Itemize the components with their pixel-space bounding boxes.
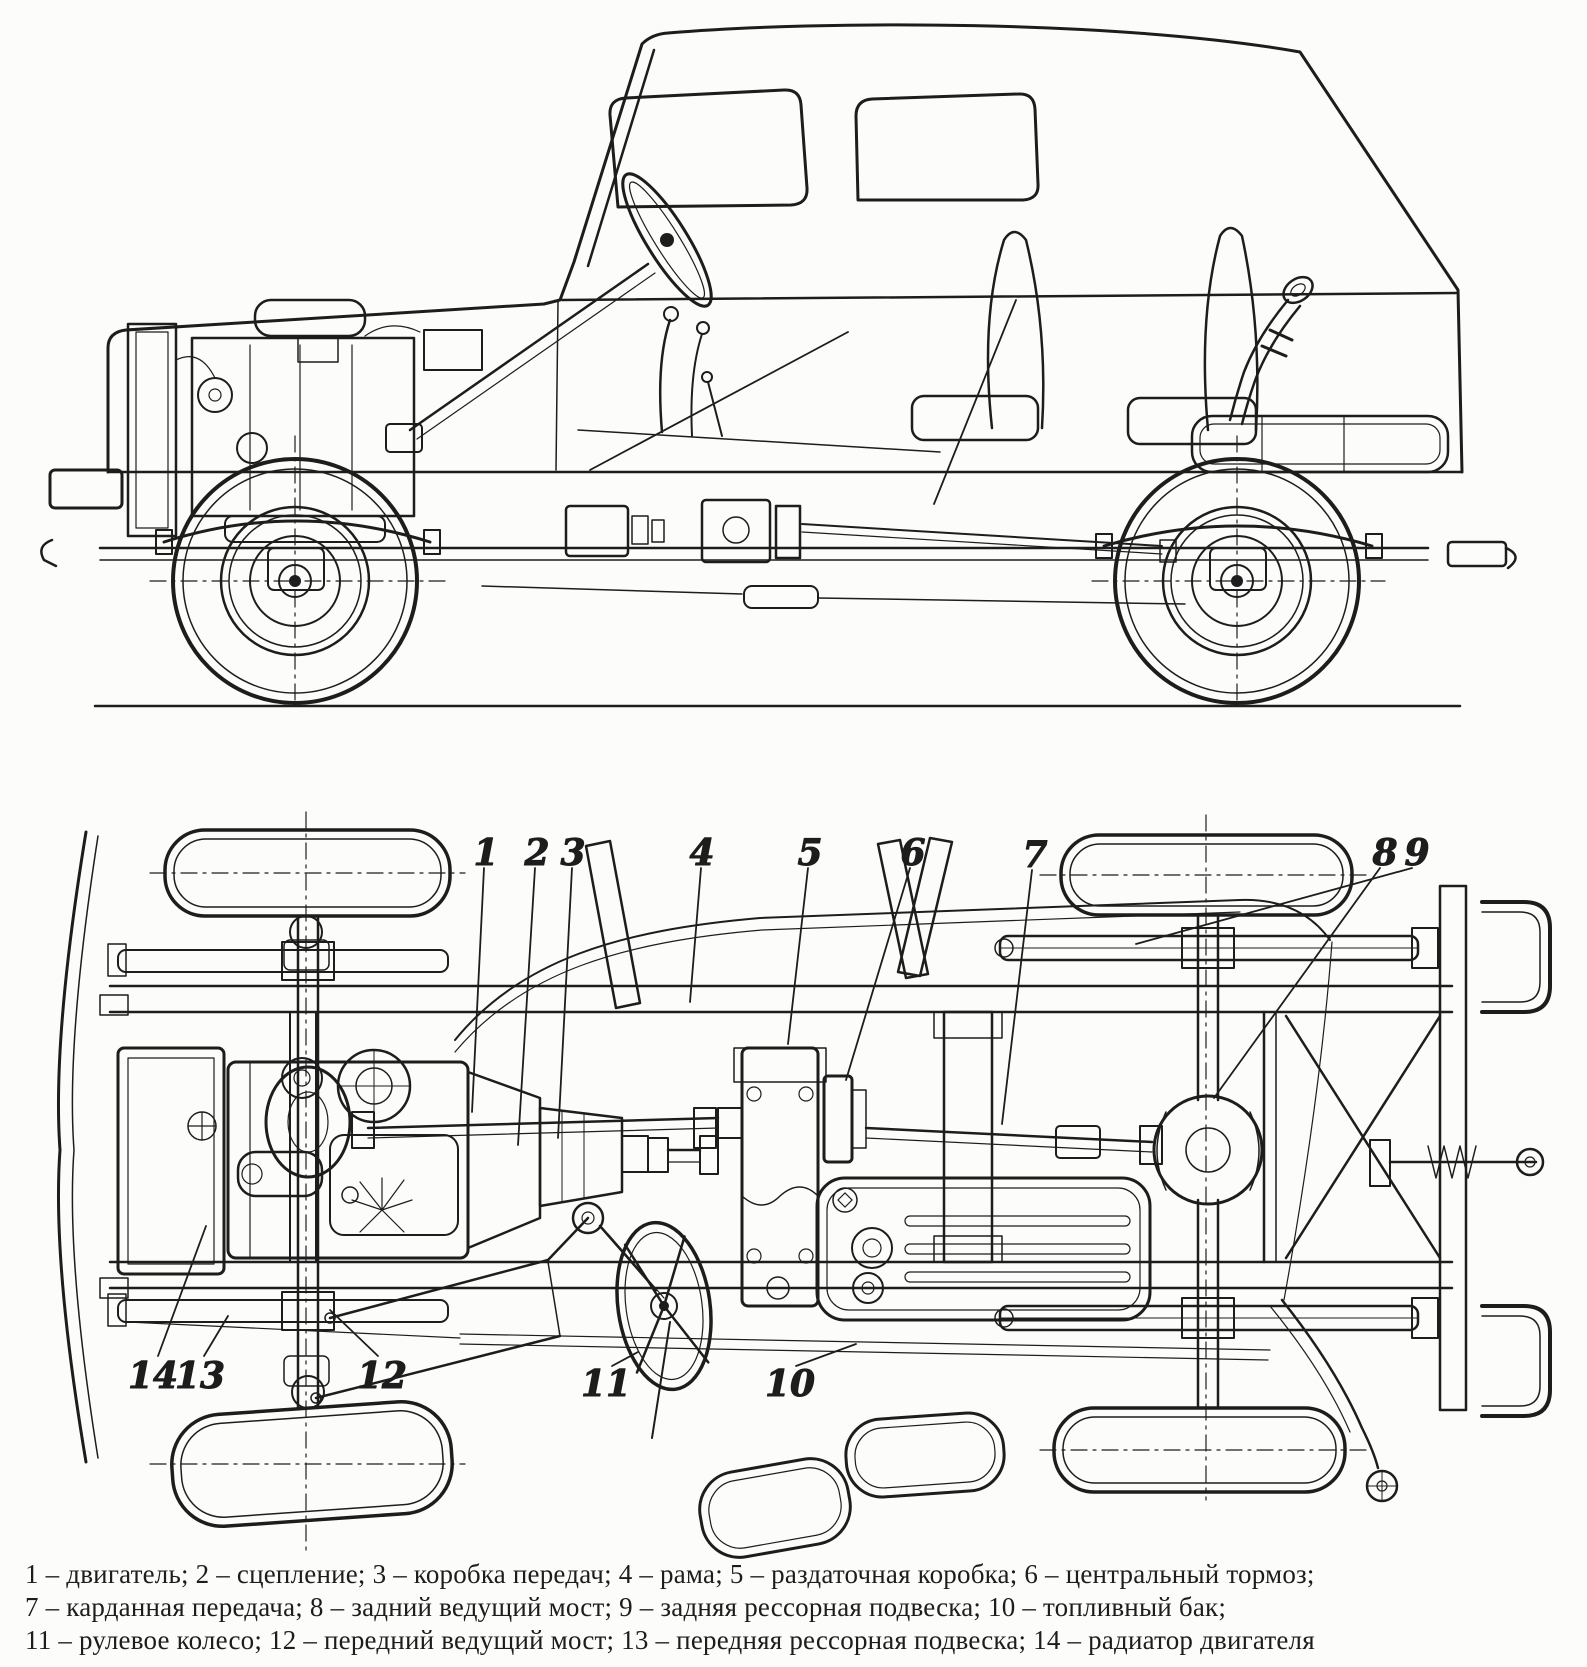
callout-5-number: 5 xyxy=(797,832,823,874)
callout-8-number: 8 xyxy=(1372,832,1398,874)
front-crossmember xyxy=(290,1012,316,1262)
legend-line-1: 1 – двигатель; 2 – сцепление; 3 – коробка передач; 4 – рама; 5 – раздаточная коробка; 6 – центральный тормоз; xyxy=(25,1559,1315,1589)
rear-bumperettes xyxy=(1482,902,1550,1416)
callout-13-number: 13 xyxy=(174,1355,226,1397)
front-bumper-side xyxy=(50,470,122,508)
radiator-bottom xyxy=(118,1048,224,1274)
bellhousing xyxy=(468,1072,540,1248)
tie-rod xyxy=(316,1336,560,1398)
tow-coupling xyxy=(1370,1140,1543,1186)
gear-lever xyxy=(660,320,670,432)
pitman-arm xyxy=(548,1218,588,1260)
callout-12-number: 12 xyxy=(356,1355,408,1397)
legend xyxy=(25,1558,1570,1657)
generator-bottom xyxy=(238,1152,322,1196)
pointer-line-2 xyxy=(934,300,1016,504)
rear-springs-bottom xyxy=(995,928,1438,1338)
callout-4-number: 4 xyxy=(689,832,715,874)
rear-tow-hook xyxy=(1506,548,1516,568)
pointer-line-1 xyxy=(590,332,848,470)
drivetrain-side xyxy=(482,500,1185,608)
fuel-tank-bottom xyxy=(817,1178,1150,1320)
shift-levers-bottom xyxy=(586,838,952,1008)
ignition-wires xyxy=(352,1178,412,1232)
callout-12 xyxy=(330,1310,407,1397)
rear-crossbar-side xyxy=(1448,542,1506,566)
central-brake-bottom xyxy=(824,1076,866,1162)
callout-11 xyxy=(581,1352,638,1405)
callout-14-number: 14 xyxy=(127,1355,179,1397)
callout-1 xyxy=(472,832,499,1112)
legend-line-2: 7 – карданная передача; 8 – задний ведущий мост; 9 – задняя рессорная подвеска; 10 – топливный бак; xyxy=(25,1592,1227,1622)
callout-2 xyxy=(518,832,550,1145)
carburetor xyxy=(298,336,338,362)
front-door-window xyxy=(610,90,807,207)
central-brake-side xyxy=(776,506,800,558)
side-view xyxy=(41,25,1515,706)
callout-9-number: 9 xyxy=(1404,832,1430,874)
transfer-case-bottom xyxy=(718,1048,826,1306)
steering-column-bottom xyxy=(600,1226,656,1290)
callout-10 xyxy=(765,1344,856,1405)
bottom-view xyxy=(58,812,1550,1563)
brake-pipes xyxy=(128,1322,1270,1360)
rear-differential xyxy=(1154,1096,1262,1204)
fan-pulley xyxy=(198,378,232,412)
muffler-side xyxy=(744,586,818,608)
body-outline xyxy=(108,25,1462,472)
callout-13 xyxy=(175,1316,228,1397)
engine-side xyxy=(128,300,482,542)
callout-6 xyxy=(846,832,926,1080)
callout-11-number: 11 xyxy=(580,1363,632,1405)
callout-7 xyxy=(1002,834,1048,1124)
loose-wheel-1 xyxy=(694,1453,857,1564)
callout-10-number: 10 xyxy=(764,1363,816,1405)
front-tow-hook xyxy=(41,540,56,566)
generator-side xyxy=(237,433,267,463)
callout-4 xyxy=(689,832,714,1002)
callout-1-number: 1 xyxy=(473,832,499,874)
legend-line-3: 11 – рулевое колесо; 12 – передний ведущий мост; 13 – передняя рессорная подвеска; 14 – радиатор двигателя xyxy=(25,1625,1315,1655)
rear-axle xyxy=(1154,915,1262,1408)
frame-side xyxy=(100,548,1428,560)
transfer-case-side xyxy=(702,500,770,562)
rear-side-window xyxy=(856,94,1038,200)
cabin-interior xyxy=(578,228,1257,504)
callout-3-number: 3 xyxy=(560,832,586,874)
front-axle xyxy=(266,916,350,1408)
loose-wheel-2 xyxy=(843,1411,1006,1500)
mid-crossmember xyxy=(944,1012,992,1262)
callout-6-number: 6 xyxy=(900,832,926,874)
exhaust-pipe xyxy=(455,900,1397,1501)
oil-pan-bottom xyxy=(330,1135,458,1235)
radiator-side xyxy=(128,324,176,536)
callout-7-number: 7 xyxy=(1022,834,1048,876)
front-driveshaft xyxy=(352,1108,718,1148)
battery xyxy=(424,330,482,370)
centerlines-bottom xyxy=(150,812,1372,1556)
steering-box-side xyxy=(386,424,422,452)
rear-propshaft xyxy=(866,1126,1162,1164)
callout-8 xyxy=(1214,832,1398,1098)
callout-2-number: 2 xyxy=(524,832,550,874)
